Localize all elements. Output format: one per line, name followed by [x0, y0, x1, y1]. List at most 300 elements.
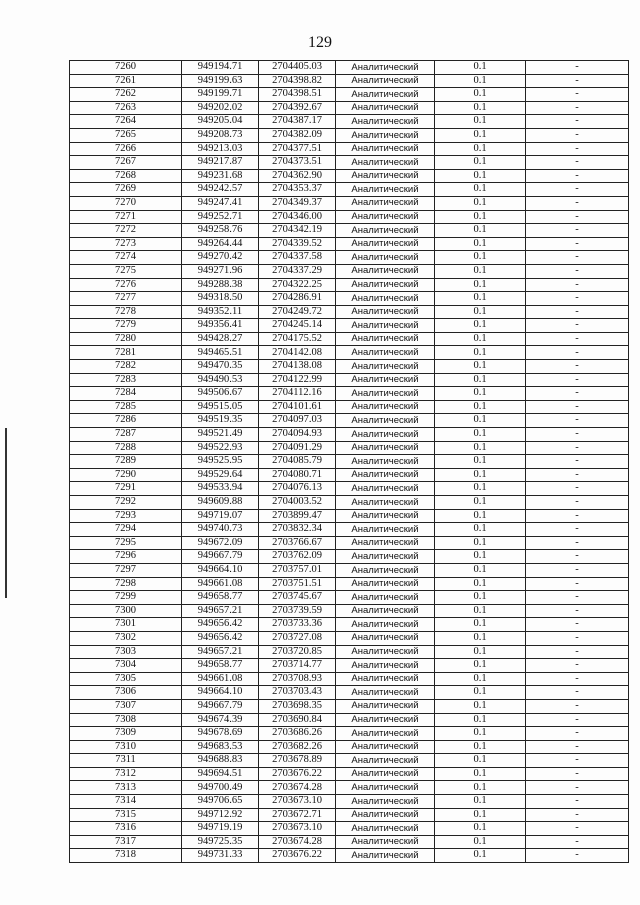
- y-coordinate-cell: 2704398.82: [259, 74, 336, 88]
- method-cell: Аналитический: [336, 441, 435, 455]
- note-cell: -: [526, 61, 629, 75]
- precision-cell: 0.1: [435, 115, 526, 129]
- x-coordinate-cell: 949525.95: [182, 455, 259, 469]
- method-cell: Аналитический: [336, 346, 435, 360]
- note-cell: -: [526, 264, 629, 278]
- table-row: [70, 849, 629, 863]
- precision-cell: 0.1: [435, 550, 526, 564]
- table-row: [70, 672, 629, 686]
- y-coordinate-cell: 2704076.13: [259, 482, 336, 496]
- y-coordinate-cell: 2704091.29: [259, 441, 336, 455]
- precision-cell: 0.1: [435, 128, 526, 142]
- table-row: [70, 414, 629, 428]
- point-number-cell: 7287: [70, 428, 182, 442]
- table-row: [70, 278, 629, 292]
- point-number-cell: 7303: [70, 645, 182, 659]
- point-number-cell: 7315: [70, 808, 182, 822]
- method-cell: Аналитический: [336, 740, 435, 754]
- precision-cell: 0.1: [435, 618, 526, 632]
- note-cell: -: [526, 631, 629, 645]
- method-cell: Аналитический: [336, 550, 435, 564]
- note-cell: -: [526, 278, 629, 292]
- x-coordinate-cell: 949719.07: [182, 509, 259, 523]
- point-number-cell: 7285: [70, 400, 182, 414]
- method-cell: Аналитический: [336, 305, 435, 319]
- y-coordinate-cell: 2704392.67: [259, 101, 336, 115]
- x-coordinate-cell: 949199.63: [182, 74, 259, 88]
- table-row: [70, 88, 629, 102]
- y-coordinate-cell: 2704080.71: [259, 468, 336, 482]
- table-row: [70, 400, 629, 414]
- x-coordinate-cell: 949683.53: [182, 740, 259, 754]
- x-coordinate-cell: 949712.92: [182, 808, 259, 822]
- x-coordinate-cell: 949258.76: [182, 224, 259, 238]
- x-coordinate-cell: 949740.73: [182, 523, 259, 537]
- point-number-cell: 7286: [70, 414, 182, 428]
- method-cell: Аналитический: [336, 169, 435, 183]
- x-coordinate-cell: 949428.27: [182, 332, 259, 346]
- table-row: [70, 292, 629, 306]
- table-row: [70, 781, 629, 795]
- y-coordinate-cell: 2703676.22: [259, 849, 336, 863]
- point-number-cell: 7295: [70, 536, 182, 550]
- precision-cell: 0.1: [435, 74, 526, 88]
- precision-cell: 0.1: [435, 536, 526, 550]
- note-cell: -: [526, 387, 629, 401]
- table-row: [70, 604, 629, 618]
- coordinates-table-body: [70, 61, 629, 863]
- y-coordinate-cell: 2703673.10: [259, 795, 336, 809]
- table-row: [70, 332, 629, 346]
- method-cell: Аналитический: [336, 835, 435, 849]
- table-row: [70, 455, 629, 469]
- x-coordinate-cell: 949658.77: [182, 659, 259, 673]
- y-coordinate-cell: 2703727.08: [259, 631, 336, 645]
- note-cell: -: [526, 577, 629, 591]
- precision-cell: 0.1: [435, 251, 526, 265]
- note-cell: -: [526, 183, 629, 197]
- x-coordinate-cell: 949231.68: [182, 169, 259, 183]
- precision-cell: 0.1: [435, 822, 526, 836]
- precision-cell: 0.1: [435, 740, 526, 754]
- y-coordinate-cell: 2704346.00: [259, 210, 336, 224]
- method-cell: Аналитический: [336, 536, 435, 550]
- method-cell: Аналитический: [336, 604, 435, 618]
- method-cell: Аналитический: [336, 631, 435, 645]
- precision-cell: 0.1: [435, 713, 526, 727]
- table-row: [70, 237, 629, 251]
- precision-cell: 0.1: [435, 781, 526, 795]
- note-cell: -: [526, 169, 629, 183]
- note-cell: -: [526, 441, 629, 455]
- note-cell: -: [526, 360, 629, 374]
- method-cell: Аналитический: [336, 849, 435, 863]
- note-cell: -: [526, 795, 629, 809]
- x-coordinate-cell: 949658.77: [182, 591, 259, 605]
- precision-cell: 0.1: [435, 441, 526, 455]
- table-row: [70, 346, 629, 360]
- precision-cell: 0.1: [435, 849, 526, 863]
- point-number-cell: 7280: [70, 332, 182, 346]
- table-row: [70, 142, 629, 156]
- precision-cell: 0.1: [435, 455, 526, 469]
- note-cell: -: [526, 740, 629, 754]
- x-coordinate-cell: 949522.93: [182, 441, 259, 455]
- table-row: [70, 645, 629, 659]
- table-row: [70, 428, 629, 442]
- method-cell: Аналитический: [336, 577, 435, 591]
- table-row: [70, 713, 629, 727]
- point-number-cell: 7301: [70, 618, 182, 632]
- note-cell: -: [526, 618, 629, 632]
- y-coordinate-cell: 2704175.52: [259, 332, 336, 346]
- x-coordinate-cell: 949672.09: [182, 536, 259, 550]
- table-row: [70, 808, 629, 822]
- point-number-cell: 7314: [70, 795, 182, 809]
- point-number-cell: 7266: [70, 142, 182, 156]
- point-number-cell: 7293: [70, 509, 182, 523]
- note-cell: -: [526, 713, 629, 727]
- point-number-cell: 7304: [70, 659, 182, 673]
- method-cell: Аналитический: [336, 278, 435, 292]
- y-coordinate-cell: 2704373.51: [259, 156, 336, 170]
- x-coordinate-cell: 949667.79: [182, 550, 259, 564]
- x-coordinate-cell: 949247.41: [182, 196, 259, 210]
- method-cell: Аналитический: [336, 183, 435, 197]
- x-coordinate-cell: 949674.39: [182, 713, 259, 727]
- note-cell: -: [526, 822, 629, 836]
- precision-cell: 0.1: [435, 754, 526, 768]
- point-number-cell: 7267: [70, 156, 182, 170]
- point-number-cell: 7290: [70, 468, 182, 482]
- table-row: [70, 754, 629, 768]
- note-cell: -: [526, 115, 629, 129]
- point-number-cell: 7274: [70, 251, 182, 265]
- precision-cell: 0.1: [435, 88, 526, 102]
- note-cell: -: [526, 332, 629, 346]
- x-coordinate-cell: 949661.08: [182, 672, 259, 686]
- note-cell: -: [526, 210, 629, 224]
- note-cell: -: [526, 550, 629, 564]
- point-number-cell: 7310: [70, 740, 182, 754]
- y-coordinate-cell: 2703762.09: [259, 550, 336, 564]
- note-cell: -: [526, 672, 629, 686]
- point-number-cell: 7317: [70, 835, 182, 849]
- precision-cell: 0.1: [435, 523, 526, 537]
- x-coordinate-cell: 949521.49: [182, 428, 259, 442]
- point-number-cell: 7318: [70, 849, 182, 863]
- method-cell: Аналитический: [336, 319, 435, 333]
- y-coordinate-cell: 2704142.08: [259, 346, 336, 360]
- precision-cell: 0.1: [435, 237, 526, 251]
- x-coordinate-cell: 949664.10: [182, 686, 259, 700]
- table-row: [70, 699, 629, 713]
- precision-cell: 0.1: [435, 686, 526, 700]
- precision-cell: 0.1: [435, 468, 526, 482]
- y-coordinate-cell: 2704405.03: [259, 61, 336, 75]
- precision-cell: 0.1: [435, 183, 526, 197]
- table-row: [70, 156, 629, 170]
- x-coordinate-cell: 949731.33: [182, 849, 259, 863]
- x-coordinate-cell: 949352.11: [182, 305, 259, 319]
- point-number-cell: 7297: [70, 563, 182, 577]
- method-cell: Аналитический: [336, 455, 435, 469]
- table-row: [70, 577, 629, 591]
- table-row: [70, 686, 629, 700]
- method-cell: Аналитический: [336, 563, 435, 577]
- point-number-cell: 7312: [70, 767, 182, 781]
- method-cell: Аналитический: [336, 767, 435, 781]
- x-coordinate-cell: 949465.51: [182, 346, 259, 360]
- precision-cell: 0.1: [435, 101, 526, 115]
- y-coordinate-cell: 2704085.79: [259, 455, 336, 469]
- table-row: [70, 468, 629, 482]
- x-coordinate-cell: 949318.50: [182, 292, 259, 306]
- method-cell: Аналитический: [336, 496, 435, 510]
- note-cell: -: [526, 400, 629, 414]
- table-row: [70, 767, 629, 781]
- y-coordinate-cell: 2703739.59: [259, 604, 336, 618]
- point-number-cell: 7305: [70, 672, 182, 686]
- table-row: [70, 210, 629, 224]
- table-row: [70, 61, 629, 75]
- point-number-cell: 7308: [70, 713, 182, 727]
- x-coordinate-cell: 949706.65: [182, 795, 259, 809]
- point-number-cell: 7271: [70, 210, 182, 224]
- note-cell: -: [526, 604, 629, 618]
- point-number-cell: 7283: [70, 373, 182, 387]
- precision-cell: 0.1: [435, 835, 526, 849]
- x-coordinate-cell: 949242.57: [182, 183, 259, 197]
- y-coordinate-cell: 2703676.22: [259, 767, 336, 781]
- y-coordinate-cell: 2704112.16: [259, 387, 336, 401]
- method-cell: Аналитический: [336, 591, 435, 605]
- table-row: [70, 319, 629, 333]
- y-coordinate-cell: 2704097.03: [259, 414, 336, 428]
- table-row: [70, 496, 629, 510]
- method-cell: Аналитический: [336, 672, 435, 686]
- y-coordinate-cell: 2704138.08: [259, 360, 336, 374]
- y-coordinate-cell: 2703757.01: [259, 563, 336, 577]
- x-coordinate-cell: 949519.35: [182, 414, 259, 428]
- point-number-cell: 7313: [70, 781, 182, 795]
- method-cell: Аналитический: [336, 292, 435, 306]
- table-row: [70, 115, 629, 129]
- precision-cell: 0.1: [435, 631, 526, 645]
- precision-cell: 0.1: [435, 414, 526, 428]
- note-cell: -: [526, 156, 629, 170]
- y-coordinate-cell: 2704377.51: [259, 142, 336, 156]
- method-cell: Аналитический: [336, 795, 435, 809]
- x-coordinate-cell: 949470.35: [182, 360, 259, 374]
- table-row: [70, 550, 629, 564]
- note-cell: -: [526, 659, 629, 673]
- note-cell: -: [526, 808, 629, 822]
- method-cell: Аналитический: [336, 686, 435, 700]
- precision-cell: 0.1: [435, 305, 526, 319]
- note-cell: -: [526, 251, 629, 265]
- y-coordinate-cell: 2703766.67: [259, 536, 336, 550]
- y-coordinate-cell: 2703899.47: [259, 509, 336, 523]
- table-row: [70, 536, 629, 550]
- note-cell: -: [526, 292, 629, 306]
- x-coordinate-cell: 949657.21: [182, 645, 259, 659]
- precision-cell: 0.1: [435, 387, 526, 401]
- precision-cell: 0.1: [435, 292, 526, 306]
- note-cell: -: [526, 428, 629, 442]
- x-coordinate-cell: 949700.49: [182, 781, 259, 795]
- note-cell: -: [526, 727, 629, 741]
- method-cell: Аналитический: [336, 509, 435, 523]
- point-number-cell: 7261: [70, 74, 182, 88]
- table-row: [70, 523, 629, 537]
- point-number-cell: 7264: [70, 115, 182, 129]
- x-coordinate-cell: 949656.42: [182, 631, 259, 645]
- y-coordinate-cell: 2704362.90: [259, 169, 336, 183]
- method-cell: Аналитический: [336, 224, 435, 238]
- point-number-cell: 7276: [70, 278, 182, 292]
- method-cell: Аналитический: [336, 61, 435, 75]
- precision-cell: 0.1: [435, 727, 526, 741]
- method-cell: Аналитический: [336, 645, 435, 659]
- precision-cell: 0.1: [435, 509, 526, 523]
- y-coordinate-cell: 2703673.10: [259, 822, 336, 836]
- table-row: [70, 740, 629, 754]
- table-row: [70, 373, 629, 387]
- point-number-cell: 7269: [70, 183, 182, 197]
- y-coordinate-cell: 2704337.29: [259, 264, 336, 278]
- x-coordinate-cell: 949657.21: [182, 604, 259, 618]
- y-coordinate-cell: 2703672.71: [259, 808, 336, 822]
- method-cell: Аналитический: [336, 210, 435, 224]
- note-cell: -: [526, 142, 629, 156]
- y-coordinate-cell: 2704245.14: [259, 319, 336, 333]
- method-cell: Аналитический: [336, 264, 435, 278]
- x-coordinate-cell: 949264.44: [182, 237, 259, 251]
- x-coordinate-cell: 949533.94: [182, 482, 259, 496]
- precision-cell: 0.1: [435, 795, 526, 809]
- note-cell: -: [526, 686, 629, 700]
- note-cell: -: [526, 781, 629, 795]
- page-number: 129: [308, 34, 332, 51]
- x-coordinate-cell: 949725.35: [182, 835, 259, 849]
- table-row: [70, 387, 629, 401]
- point-number-cell: 7275: [70, 264, 182, 278]
- precision-cell: 0.1: [435, 346, 526, 360]
- table-row: [70, 183, 629, 197]
- point-number-cell: 7262: [70, 88, 182, 102]
- table-row: [70, 659, 629, 673]
- method-cell: Аналитический: [336, 523, 435, 537]
- note-cell: -: [526, 196, 629, 210]
- point-number-cell: 7273: [70, 237, 182, 251]
- method-cell: Аналитический: [336, 808, 435, 822]
- table-row: [70, 563, 629, 577]
- note-cell: -: [526, 835, 629, 849]
- x-coordinate-cell: 949356.41: [182, 319, 259, 333]
- point-number-cell: 7268: [70, 169, 182, 183]
- method-cell: Аналитический: [336, 414, 435, 428]
- precision-cell: 0.1: [435, 319, 526, 333]
- point-number-cell: 7282: [70, 360, 182, 374]
- table-row: [70, 74, 629, 88]
- method-cell: Аналитический: [336, 373, 435, 387]
- y-coordinate-cell: 2703703.43: [259, 686, 336, 700]
- method-cell: Аналитический: [336, 196, 435, 210]
- x-coordinate-cell: 949506.67: [182, 387, 259, 401]
- x-coordinate-cell: 949529.64: [182, 468, 259, 482]
- x-coordinate-cell: 949688.83: [182, 754, 259, 768]
- method-cell: Аналитический: [336, 251, 435, 265]
- table-row: [70, 441, 629, 455]
- y-coordinate-cell: 2703832.34: [259, 523, 336, 537]
- point-number-cell: 7265: [70, 128, 182, 142]
- precision-cell: 0.1: [435, 156, 526, 170]
- method-cell: Аналитический: [336, 128, 435, 142]
- y-coordinate-cell: 2703674.28: [259, 781, 336, 795]
- y-coordinate-cell: 2704101.61: [259, 400, 336, 414]
- method-cell: Аналитический: [336, 88, 435, 102]
- y-coordinate-cell: 2703745.67: [259, 591, 336, 605]
- precision-cell: 0.1: [435, 591, 526, 605]
- point-number-cell: 7272: [70, 224, 182, 238]
- x-coordinate-cell: 949661.08: [182, 577, 259, 591]
- precision-cell: 0.1: [435, 61, 526, 75]
- method-cell: Аналитический: [336, 482, 435, 496]
- method-cell: Аналитический: [336, 618, 435, 632]
- precision-cell: 0.1: [435, 360, 526, 374]
- precision-cell: 0.1: [435, 224, 526, 238]
- point-number-cell: 7281: [70, 346, 182, 360]
- x-coordinate-cell: 949217.87: [182, 156, 259, 170]
- method-cell: Аналитический: [336, 727, 435, 741]
- note-cell: -: [526, 699, 629, 713]
- point-number-cell: 7299: [70, 591, 182, 605]
- y-coordinate-cell: 2703751.51: [259, 577, 336, 591]
- y-coordinate-cell: 2704382.09: [259, 128, 336, 142]
- note-cell: -: [526, 754, 629, 768]
- note-cell: -: [526, 88, 629, 102]
- note-cell: -: [526, 563, 629, 577]
- x-coordinate-cell: 949656.42: [182, 618, 259, 632]
- y-coordinate-cell: 2703698.35: [259, 699, 336, 713]
- x-coordinate-cell: 949694.51: [182, 767, 259, 781]
- point-number-cell: 7260: [70, 61, 182, 75]
- method-cell: Аналитический: [336, 468, 435, 482]
- note-cell: -: [526, 482, 629, 496]
- y-coordinate-cell: 2703674.28: [259, 835, 336, 849]
- note-cell: -: [526, 591, 629, 605]
- method-cell: Аналитический: [336, 332, 435, 346]
- precision-cell: 0.1: [435, 428, 526, 442]
- x-coordinate-cell: 949271.96: [182, 264, 259, 278]
- y-coordinate-cell: 2704286.91: [259, 292, 336, 306]
- table-row: [70, 169, 629, 183]
- x-coordinate-cell: 949609.88: [182, 496, 259, 510]
- point-number-cell: 7263: [70, 101, 182, 115]
- table-row: [70, 482, 629, 496]
- precision-cell: 0.1: [435, 482, 526, 496]
- y-coordinate-cell: 2703720.85: [259, 645, 336, 659]
- method-cell: Аналитический: [336, 115, 435, 129]
- x-coordinate-cell: 949202.02: [182, 101, 259, 115]
- table-row: [70, 835, 629, 849]
- precision-cell: 0.1: [435, 577, 526, 591]
- x-coordinate-cell: 949270.42: [182, 251, 259, 265]
- note-cell: -: [526, 305, 629, 319]
- point-number-cell: 7289: [70, 455, 182, 469]
- x-coordinate-cell: 949667.79: [182, 699, 259, 713]
